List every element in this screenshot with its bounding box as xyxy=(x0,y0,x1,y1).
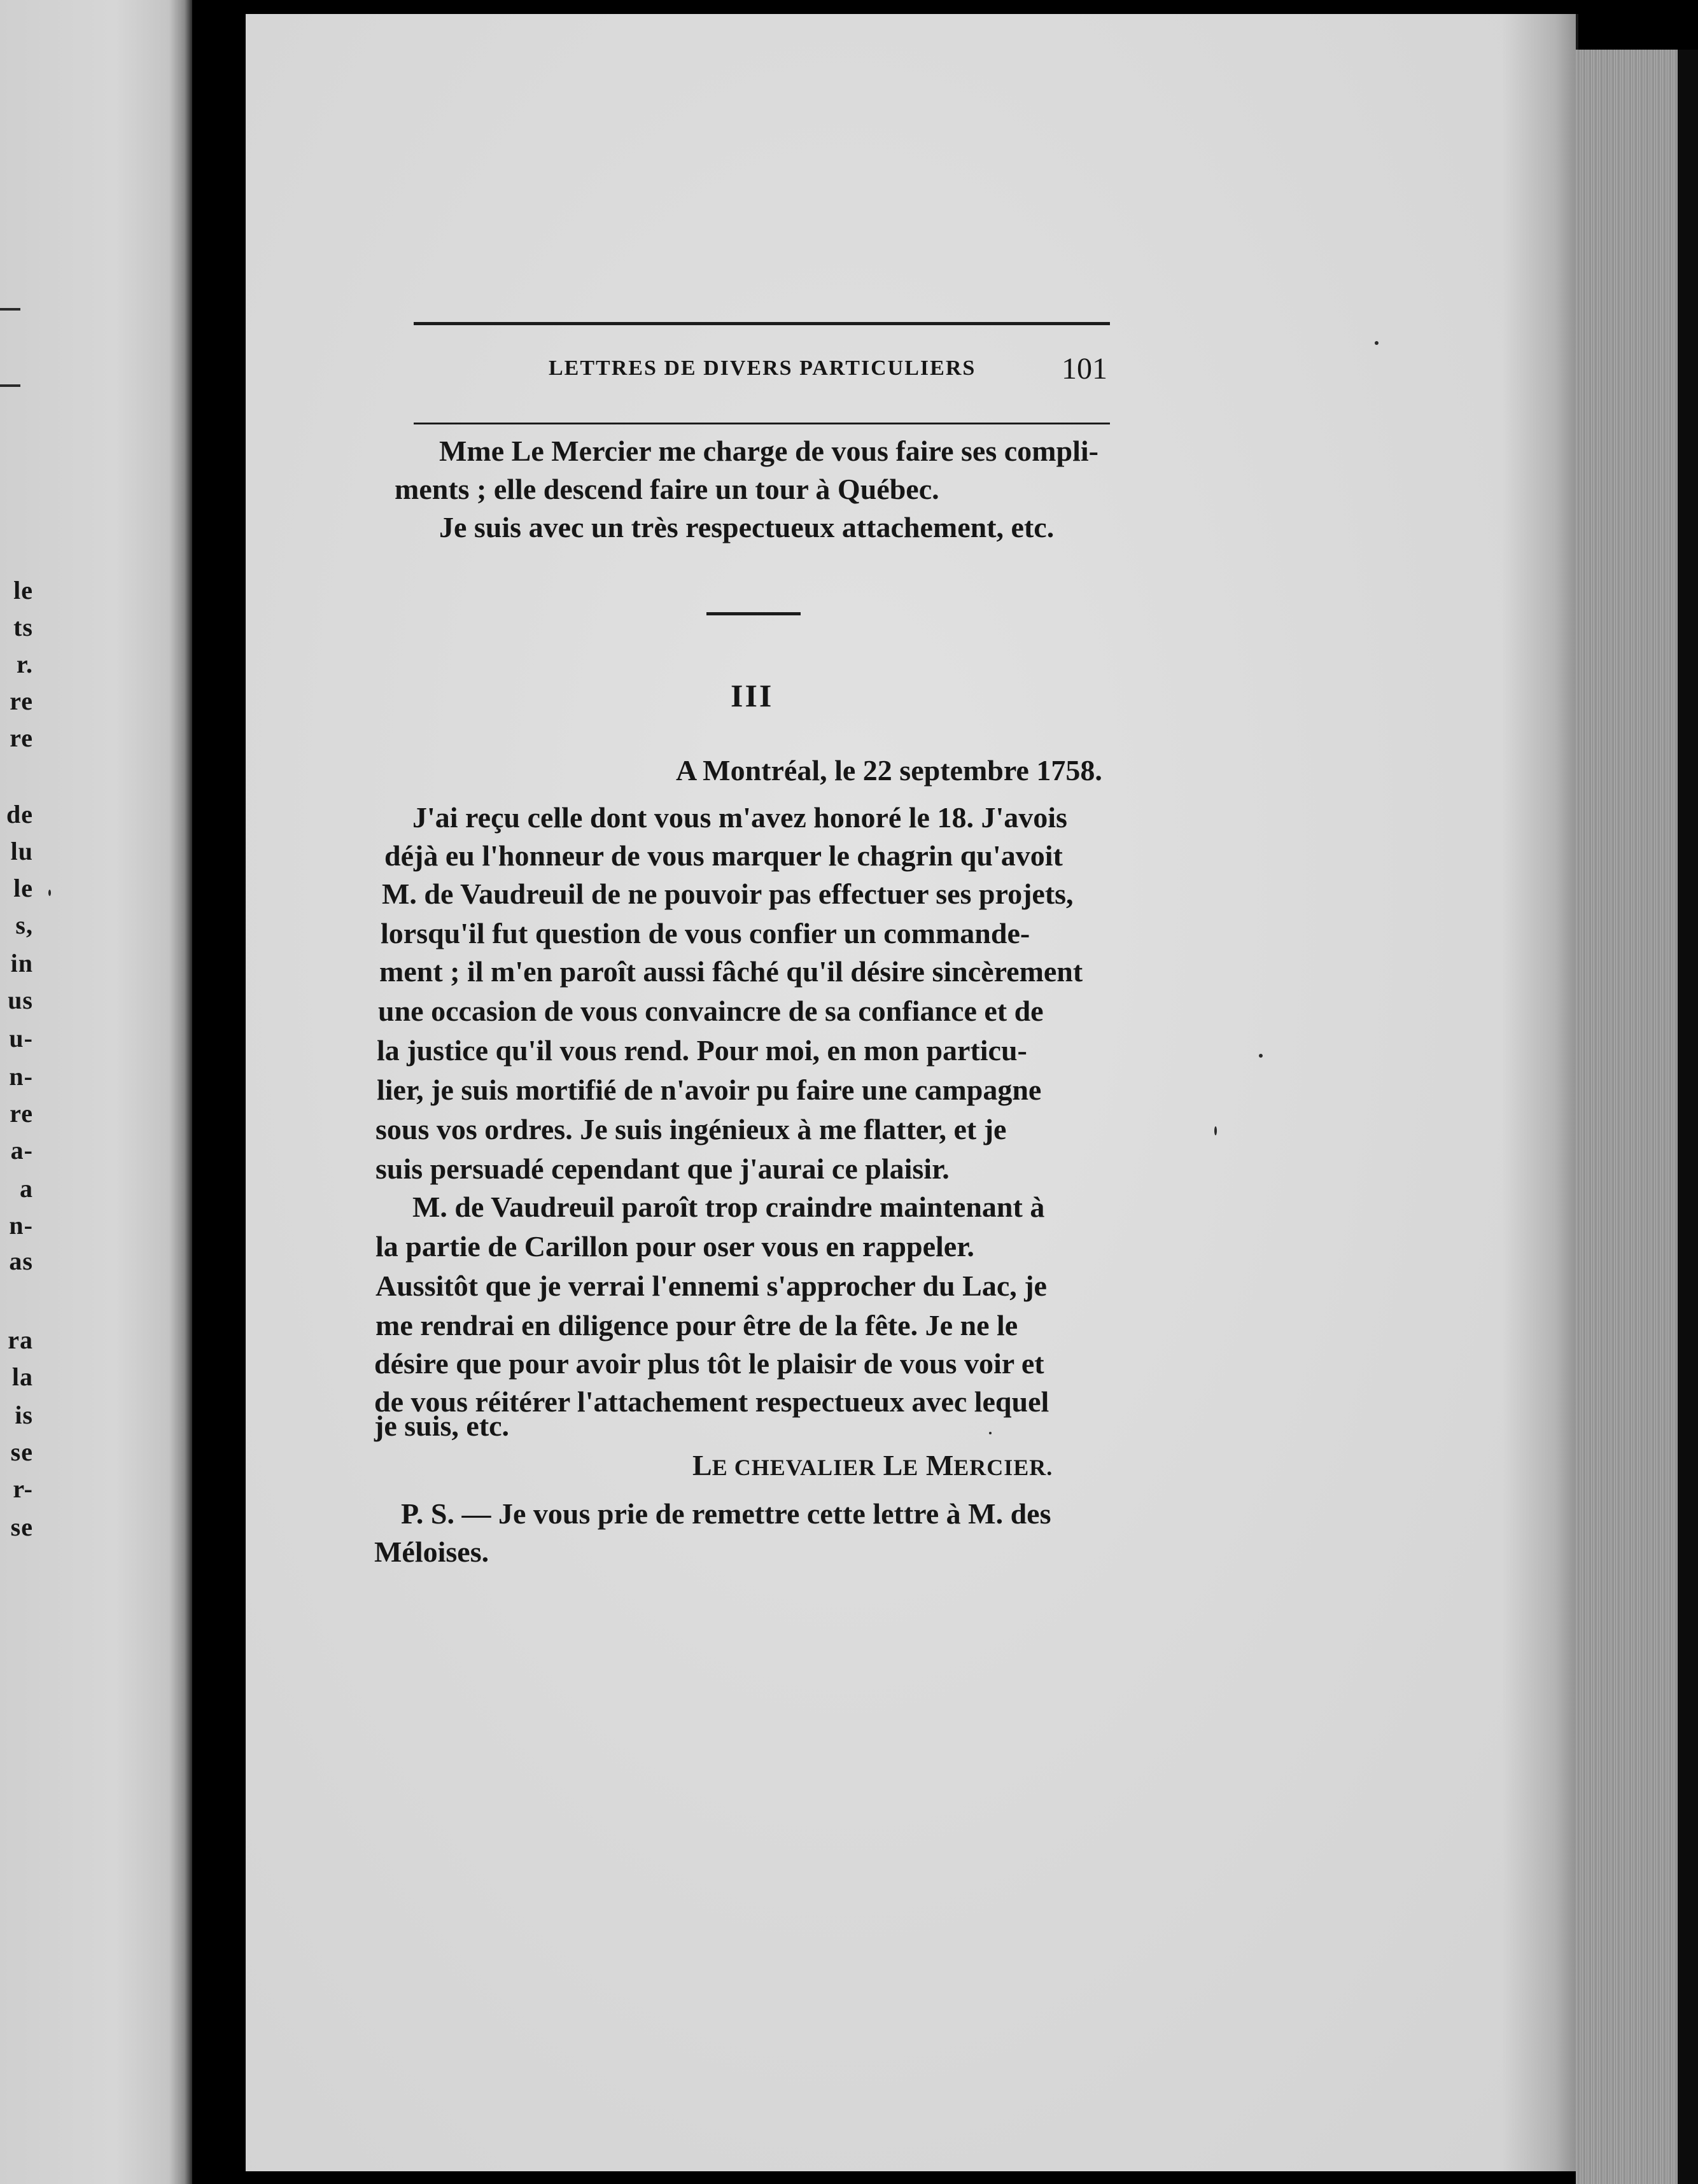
text-line: sous vos ordres. Je suis ingénieux à me flatter, et je xyxy=(375,1113,1007,1145)
left-page-fragment: in xyxy=(10,949,33,977)
ink-speck xyxy=(1259,1054,1263,1058)
ink-speck xyxy=(48,890,51,896)
text-line: M. de Vaudreuil de ne pouvoir pas effectuer ses projets, xyxy=(382,878,1074,910)
header-top-rule xyxy=(414,322,1110,325)
signature-part: E CHEVALIER xyxy=(712,1455,876,1480)
section-divider xyxy=(706,612,801,615)
signature-part: ERCIER. xyxy=(953,1455,1053,1480)
header-bottom-rule xyxy=(414,423,1110,424)
text-line: J'ai reçu celle dont vous m'avez honoré le 18. J'avois xyxy=(412,801,1067,834)
left-page-fragment: a- xyxy=(10,1136,33,1165)
ink-speck xyxy=(1375,341,1379,345)
left-page-rule xyxy=(0,308,20,311)
text-line: ment ; il m'en paroît aussi fâché qu'il désire sincèrement xyxy=(379,955,1083,988)
left-page-fragment: s, xyxy=(15,911,33,939)
left-page-rule xyxy=(0,384,20,387)
left-page-fragment: a xyxy=(20,1174,33,1203)
left-page-fragment: us xyxy=(8,986,33,1014)
left-page-fragment: u- xyxy=(9,1024,33,1053)
dateline: A Montréal, le 22 septembre 1758. xyxy=(676,754,1102,787)
left-page-fragment: as xyxy=(9,1247,33,1275)
signature-part: M xyxy=(925,1449,954,1481)
running-head: LETTRES DE DIVERS PARTICULIERS xyxy=(549,356,976,380)
text-line: Mme Le Mercier me charge de vous faire ses compli- xyxy=(439,435,1098,467)
text-line: la partie de Carillon pour oser vous en rappeler. xyxy=(375,1230,974,1263)
left-page-fragment: re xyxy=(10,724,33,752)
text-line: désire que pour avoir plus tôt le plaisir de vous voir et xyxy=(374,1347,1044,1380)
ink-speck xyxy=(1214,1126,1217,1135)
signature-part: L xyxy=(883,1449,903,1481)
text-line: une occasion de vous convaincre de sa confiance et de xyxy=(378,995,1044,1027)
left-page-fragment: lu xyxy=(10,837,33,865)
left-page-fragment: r. xyxy=(16,650,33,678)
left-page-fragment: n- xyxy=(9,1211,33,1240)
left-page-fragment: se xyxy=(10,1438,33,1466)
left-page-fragment: n- xyxy=(9,1062,33,1091)
text-line: suis persuadé cependant que j'aurai ce plaisir. xyxy=(375,1152,950,1185)
signature xyxy=(692,1451,1053,1480)
left-page-fragment: ra xyxy=(8,1326,33,1354)
text-line: ments ; elle descend faire un tour à Québec. xyxy=(395,473,939,505)
left-page-fragment: le xyxy=(13,576,33,605)
left-page-fragment: le xyxy=(13,874,33,902)
text-line: Aussitôt que je verrai l'ennemi s'approcher du Lac, je xyxy=(375,1270,1047,1302)
page-number: 101 xyxy=(1062,352,1107,386)
left-page-fragment: re xyxy=(10,1099,33,1128)
text-line: me rendrai en diligence pour être de la fête. Je ne le xyxy=(375,1309,1018,1341)
postscript-line: P. S. — Je vous prie de remettre cette lettre à M. des xyxy=(401,1497,1051,1530)
text-line: M. de Vaudreuil paroît trop craindre maintenant à xyxy=(412,1191,1045,1223)
previous-page-edge xyxy=(0,0,192,2184)
ink-speck xyxy=(989,1432,992,1434)
text-line: déjà eu l'honneur de vous marquer le chagrin qu'avoit xyxy=(384,839,1063,872)
text-line: lier, je suis mortifié de n'avoir pu faire une campagne xyxy=(377,1074,1042,1106)
letter-number: III xyxy=(731,678,774,713)
left-page-fragment: re xyxy=(10,687,33,715)
text-line: de vous réitérer l'attachement respectueux avec lequel xyxy=(374,1385,1049,1418)
left-page-fragment: is xyxy=(15,1401,33,1429)
left-page-fragment: de xyxy=(6,800,33,829)
signature-part: L xyxy=(692,1449,712,1481)
postscript-line: Méloises. xyxy=(374,1536,489,1568)
left-page-fragment: r- xyxy=(13,1474,33,1503)
text-line: je suis, etc. xyxy=(374,1410,510,1442)
text-line: Je suis avec un très respectueux attachement, etc. xyxy=(439,511,1055,543)
left-page-fragment: se xyxy=(10,1513,33,1541)
page-edge-shadow xyxy=(1502,14,1578,2171)
left-page-fragment: la xyxy=(11,1362,33,1391)
left-page-fragment: ts xyxy=(13,613,33,641)
signature-part: E xyxy=(902,1455,919,1480)
text-line: lorsqu'il fut question de vous confier un commande- xyxy=(381,917,1030,949)
page-edges-stack xyxy=(1576,50,1698,2184)
text-line: la justice qu'il vous rend. Pour moi, en mon particu- xyxy=(377,1034,1027,1067)
